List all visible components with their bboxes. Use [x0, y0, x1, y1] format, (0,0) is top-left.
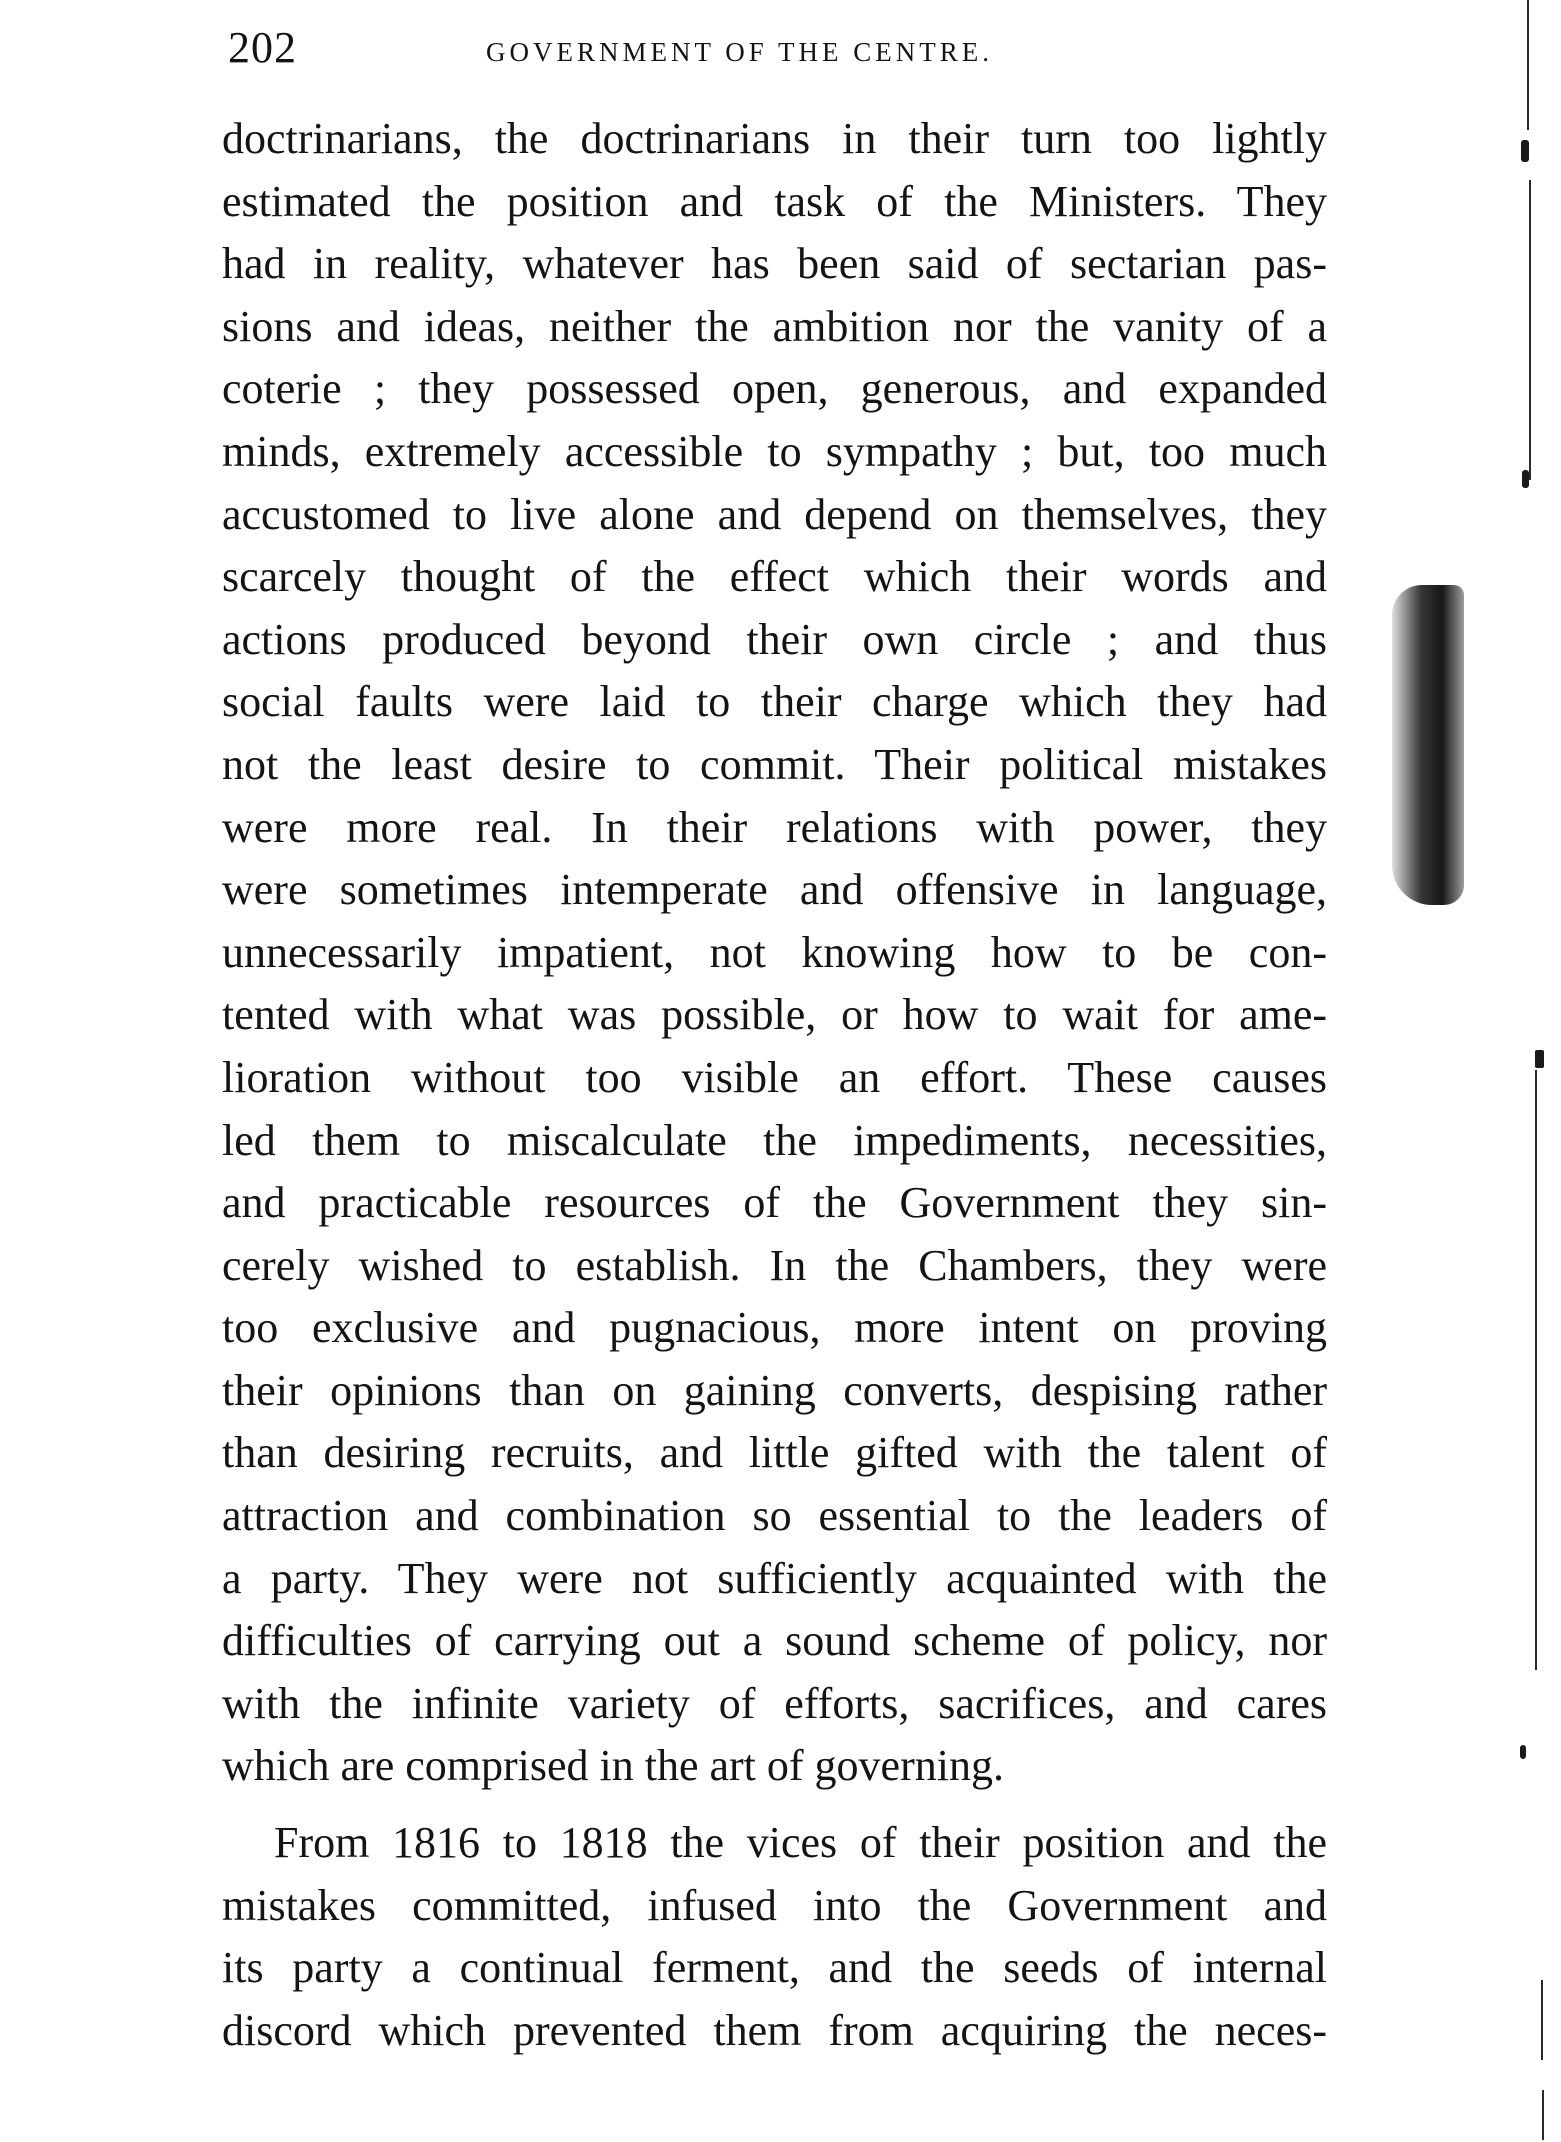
text-line: difficulties of carrying out a sound scheme of policy, nor [222, 1616, 1327, 1666]
scan-edge-line [1541, 1980, 1543, 2060]
text-line: led them to miscalculate the impediments, necessities, [222, 1115, 1327, 1165]
text-line: their opinions than on gaining converts, despising rather [222, 1365, 1327, 1415]
text-line: not the least desire to commit. Their political mistakes [222, 739, 1327, 789]
text-line: cerely wished to establish. In the Chambers, they were [222, 1240, 1327, 1290]
scan-speck [1521, 140, 1529, 162]
text-line: were more real. In their relations with power, they [222, 802, 1327, 852]
text-line: which are comprised in the art of governing. [222, 1741, 1004, 1791]
paragraph-gap [222, 1798, 1327, 1812]
text-line: its party a continual ferment, and the seeds of internal [222, 1943, 1327, 1993]
text-line: doctrinarians, the doctrinarians in their turn too lightly [222, 114, 1327, 163]
scan-edge-line [1527, 0, 1529, 130]
text-line: and practicable resources of the Government they sin- [222, 1178, 1327, 1228]
text-line: unnecessarily impatient, not knowing how to be con- [222, 927, 1327, 977]
scan-speck [1520, 1745, 1526, 1759]
text-line: attraction and combination so essential to the leaders of [222, 1491, 1327, 1541]
paragraph-1 [222, 108, 1327, 1798]
text-line: had in reality, whatever has been said of sectarian pas- [222, 239, 1327, 289]
page-number: 202 [228, 23, 297, 72]
text-line: scarcely thought of the effect which their words and [222, 552, 1327, 602]
text-line: a party. They were not sufficiently acquainted with the [222, 1553, 1327, 1603]
text-line: social faults were laid to their charge which they had [222, 677, 1327, 727]
text-line: than desiring recruits, and little gifted with the talent of [222, 1428, 1327, 1478]
text-line: discord which prevented them from acquiring the neces- [222, 2005, 1327, 2055]
page-header [228, 22, 1328, 82]
text-line: estimated the position and task of the Ministers. They [222, 176, 1327, 226]
scan-speck [1522, 470, 1529, 488]
text-line: coterie ; they possessed open, generous, and expanded [222, 364, 1327, 414]
scan-edge-line [1542, 2090, 1544, 2140]
text-line: with the infinite variety of efforts, sacrifices, and cares [222, 1678, 1327, 1728]
scan-speck [1535, 1050, 1544, 1068]
text-line: accustomed to live alone and depend on themselves, they [222, 489, 1327, 539]
body-text [222, 108, 1327, 2062]
text-line: From 1816 to 1818 the vices of their position and the [274, 1818, 1327, 1868]
text-line: sions and ideas, neither the ambition nor the vanity of a [222, 301, 1327, 351]
text-line: tented with what was possible, or how to wait for ame- [222, 990, 1327, 1040]
text-line: mistakes committed, infused into the Government and [222, 1880, 1327, 1930]
text-line: were sometimes intemperate and offensive in language, [222, 865, 1327, 915]
running-head: GOVERNMENT OF THE CENTRE. [486, 37, 994, 67]
scan-smear [1392, 585, 1464, 905]
scan-edge-line [1529, 180, 1531, 480]
text-line: lioration without too visible an effort. These causes [222, 1052, 1327, 1102]
scan-edge-line [1535, 1070, 1537, 1670]
text-line: too exclusive and pugnacious, more intent on proving [222, 1303, 1327, 1353]
text-line: actions produced beyond their own circle ; and thus [222, 614, 1327, 664]
text-line: minds, extremely accessible to sympathy ; but, too much [222, 426, 1327, 476]
paragraph-2 [222, 1812, 1327, 2062]
